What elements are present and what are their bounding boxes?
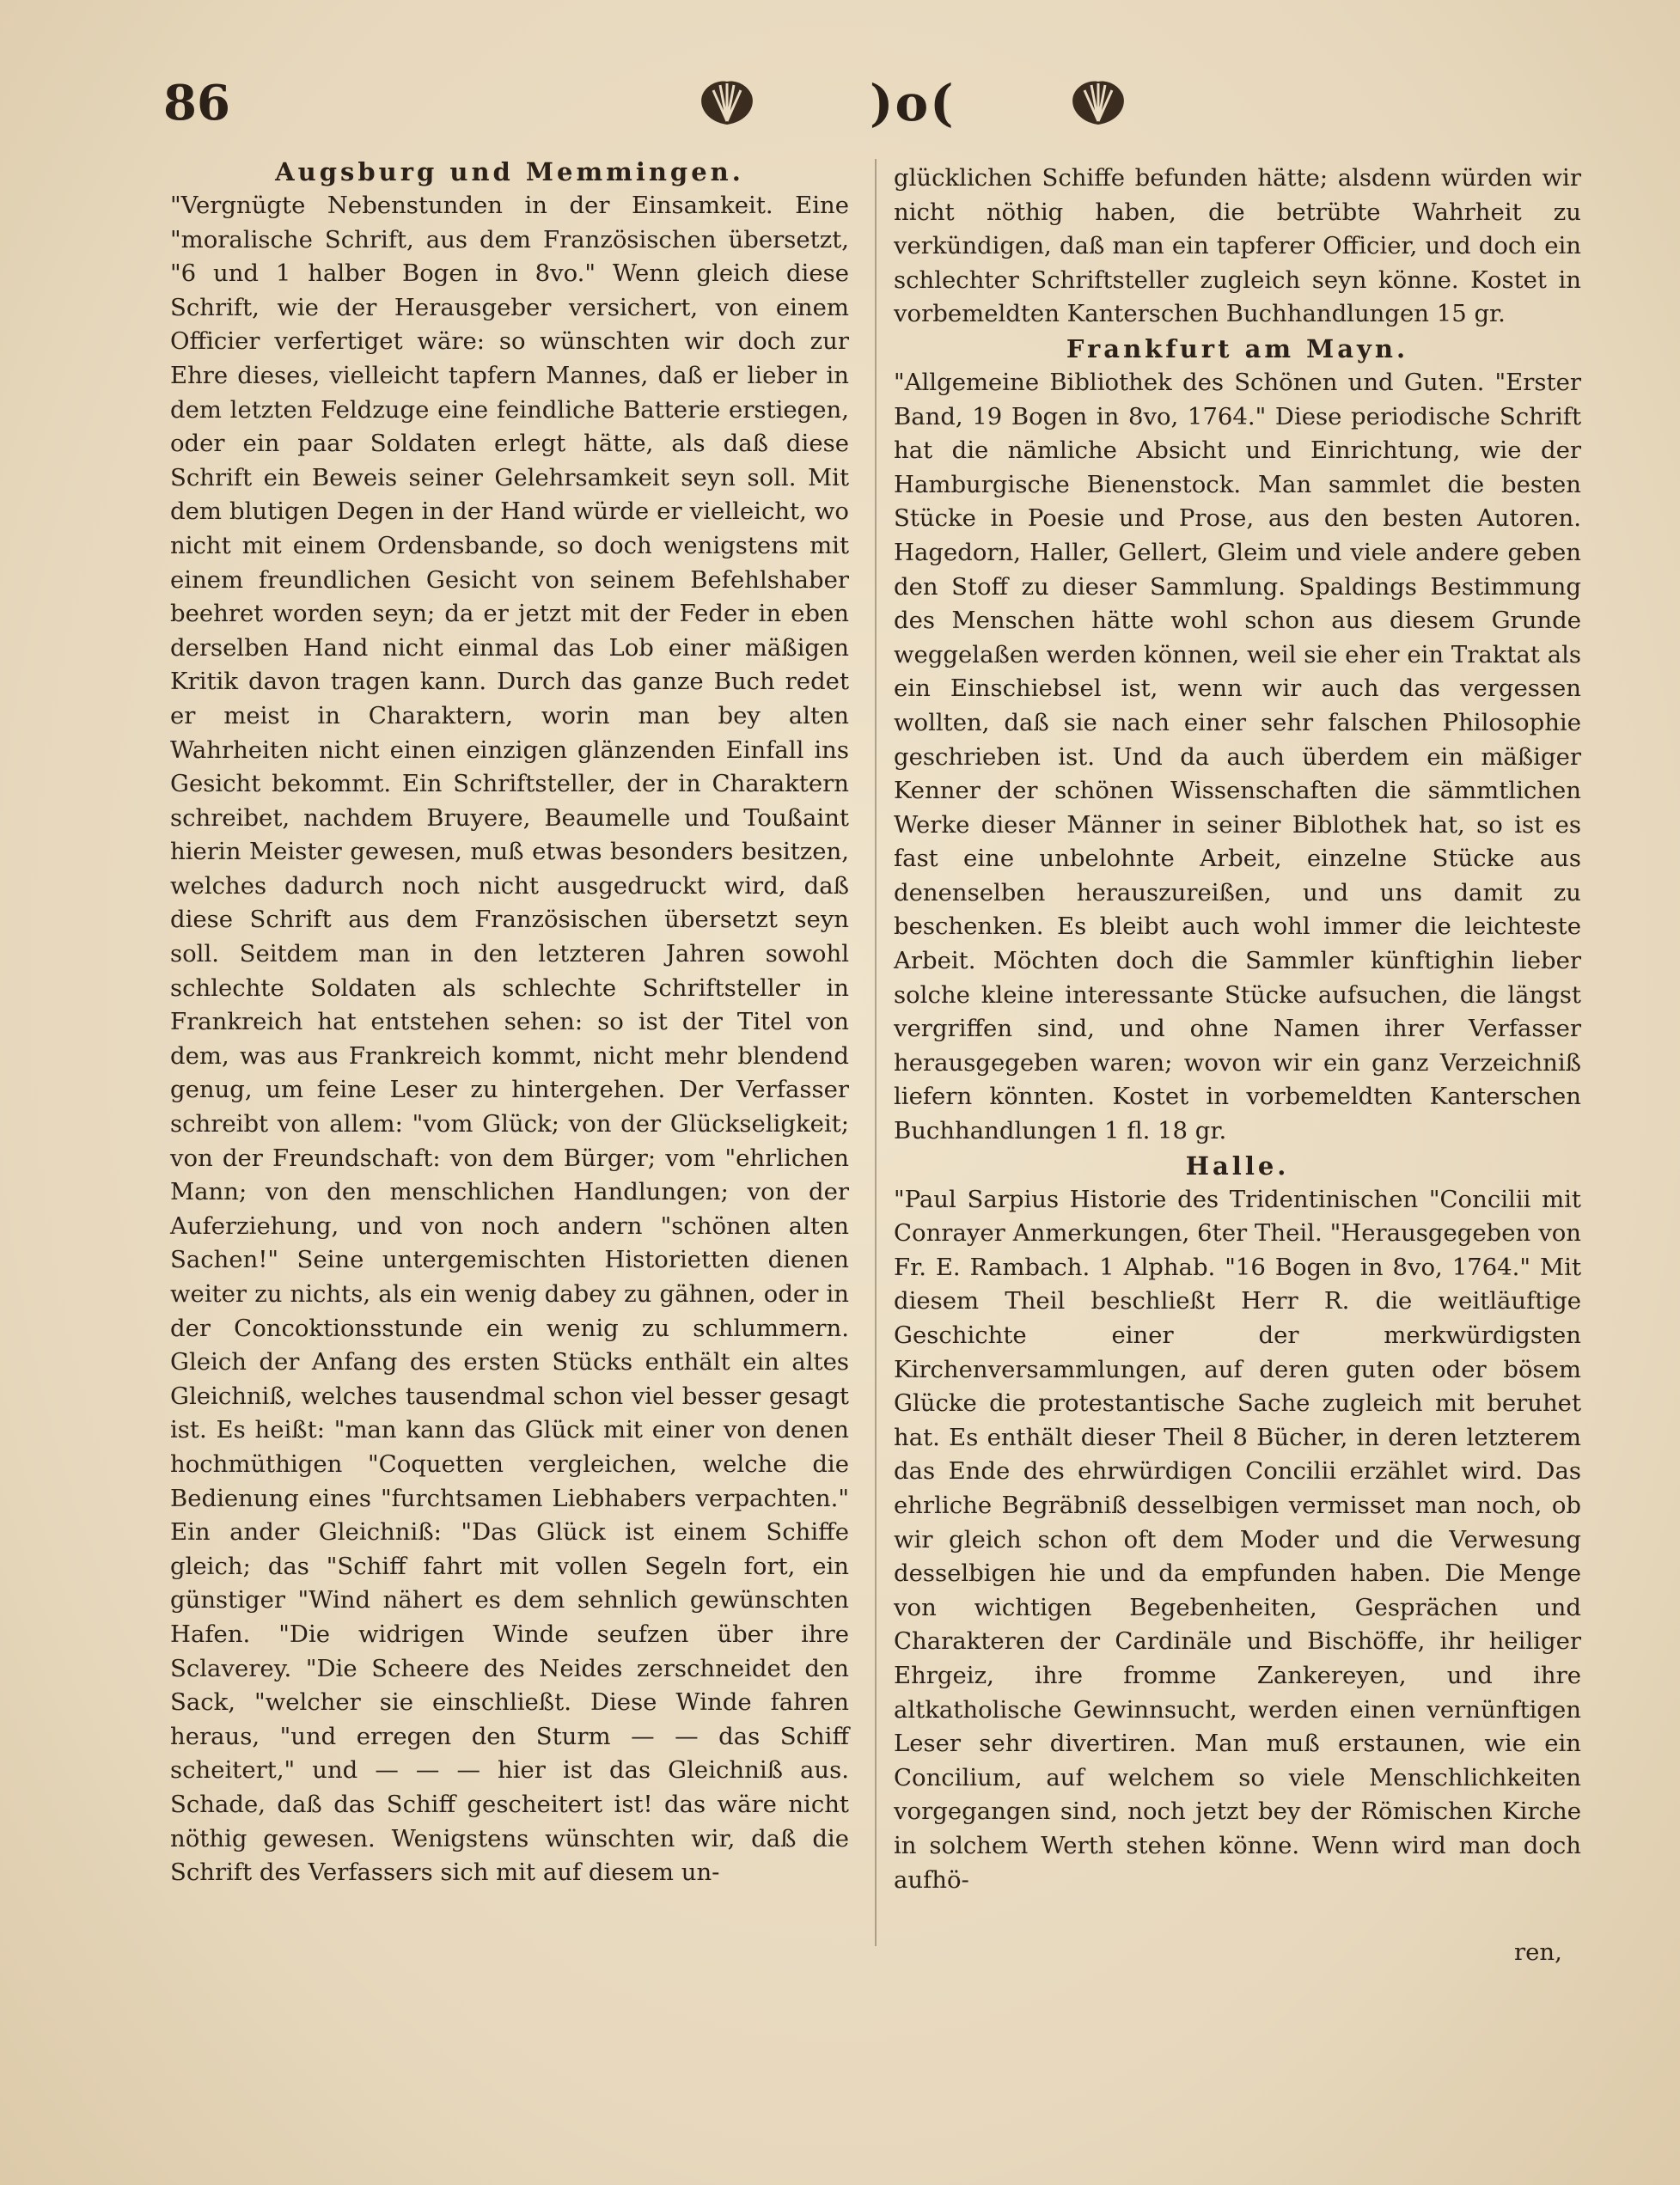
review-paragraph: "Vergnügte Nebenstunden in der Einsamkeit. Eine "moralische Schrift, aus dem Französischen übersetzt, "6 und 1 halber Bogen in 8vo." Wenn gleich diese Schrift, wie der Herausgeber versichert, von einem Officier verfertiget wäre: so wünschten wir doch zur Ehre dieses, vielleicht tapfern Mannes, daß er lieber in dem letzten Feldzuge eine feindliche Batterie erstiegen, oder ein paar Soldaten erlegt hätte, als daß diese Schrift ein Beweis seiner Gelehrsamkeit seyn soll. Mit dem blutigen Degen in der Hand würde er vielleicht, wo nicht mit einem Ordensbande, so doch wenigstens mit einem freundlichen Gesicht von seinem Befehlshaber beehret worden seyn; da er jetzt mit der Feder in eben derselben Hand nicht einmal das Lob einer mäßigen Kritik davon tragen kann. Durch das ganze Buch redet er meist in Charaktern, worin man bey alten Wahrheiten nicht einen einzigen glänzenden Einfall ins Gesicht bekommt. Ein Schriftsteller, der in Charaktern schreibet, nachdem Bruyere, Beaumelle und Toußaint hierin Meister gewesen, muß etwas besonders besitzen, welches dadurch noch nicht ausgedruckt wird, daß diese Schrift aus dem Französischen übersetzt seyn soll. Seitdem man in den letzteren Jahren sowohl schlechte Soldaten als schlechte Schriftsteller in Frankreich hat entstehen sehen: so ist der Titel von dem, was aus Frankreich kommt, nicht mehr blendend genug, um feine Leser zu hintergehen. Der Verfasser schreibt von allem: "vom Glück; von der Glückseligkeit; von der Freundschaft: von dem Bürger; vom "ehrlichen Mann; von den menschlichen Handlungen; von der Auferziehung, und von noch andern "schönen alten Sachen!" Seine untergemischten Historietten dienen weiter zu nichts, als ein wenig dabey zu gähnen, oder in der Concoktionsstunde ein wenig zu schlummern. Gleich der Anfang des ersten Stücks enthält ein altes Gleichniß, welches tausendmal schon viel besser gesagt ist. Es heißt: "man kann das Glück mit einer von denen hochmüthigen "Coquetten vergleichen, welche die Bedienung eines "furchtsamen Liebhabers verpachten." Ein ander Gleichniß: "Das Glück ist einem Schiffe gleich; das "Schiff fahrt mit vollen Segeln fort, ein günstiger "Wind nähert es dem sehnlich gewünschten Hafen. "Die widrigen Winde seufzen über ihre Sclaverey. "Die Scheere des Neides zerschneidet den Sack, "welcher sie einschließt. Diese Winde fahren heraus, "und erregen den Sturm — — das Schiff scheitert," und — — — hier ist das Gleichniß aus. Schade, daß das Schiff gescheitert ist! das wäre nicht nöthig gewesen. Wenigstens wünschten wir, daß die Schrift des Verfassers sich mit auf diesem un- bbox=[170, 192, 849, 1887]
section-heading-augsburg: Augsburg und Memmingen. bbox=[275, 157, 744, 186]
review-paragraph: "Allgemeine Bibliothek des Schönen und Guten. "Erster Band, 19 Bogen in 8vo, 1764." Diese periodische Schrift hat die nämliche Absicht und Einrichtung, wie der Hamburgische Bienenstock. Man sammlet die besten Stücke in Poesie und Prose, aus den besten Autoren. Hagedorn, Haller, Gellert, Gleim und viele andere geben den Stoff zu dieser Sammlung. Spaldings Bestimmung des Menschen hätte wohl schon aus diesem Grunde weggelaßen werden können, weil sie eher ein Traktat als ein Einschiebsel ist, wenn wir auch das vergessen wollten, daß sie nach einer sehr falschen Philosophie geschrieben ist. Und da auch überdem ein mäßiger Kenner der schönen Wissenschaften die sämmtlichen Werke dieser Männer in seiner Biblothek hat, so ist es fast eine unbelohnte Arbeit, einzelne Stücke aus denenselben herauszureißen, und uns damit zu beschenken. Es bleibt auch wohl immer die leichteste Arbeit. Möchten doch die Sammler künftighin lieber solche kleine interessante Stücke aufsuchen, die längst vergriffen sind, und ohne Namen ihrer Verfasser herausgegeben waren; wovon wir ein ganz Verzeichniß liefern könnten. Kostet in vorbemeldten Kanterschen Buchhandlungen 1 fl. 18 gr. bbox=[894, 368, 1581, 1145]
header-ornament bbox=[696, 76, 1129, 131]
header-mid-mark: )o( bbox=[870, 74, 956, 132]
left-column bbox=[170, 155, 849, 1890]
review-paragraph-continuation: glücklichen Schiffe befunden hätte; alsdenn würden wir nicht nöthig haben, die betrübte Wahrheit zu verkündigen, daß man ein tapferer Officier, und doch ein schlechter Schriftsteller zugleich seyn könne. Kostet in vorbemeldten Kanterschen Buchhandlungen 15 gr. bbox=[894, 164, 1581, 328]
shell-ornament-icon bbox=[1067, 78, 1129, 128]
shell-ornament-icon bbox=[696, 78, 758, 128]
section-heading-frankfurt: Frankfurt am Mayn. bbox=[1066, 333, 1409, 363]
column-divider bbox=[875, 159, 877, 1946]
section-heading-halle: Halle. bbox=[1185, 1150, 1290, 1181]
review-paragraph: "Paul Sarpius Historie des Tridentinischen "Concilii mit Conrayer Anmerkungen, 6ter Theil. "Herausgegeben von Fr. E. Rambach. 1 Alphab. "16 Bogen in 8vo, 1764." Mit diesem Theil beschließt Herr R. die weitläuftige Geschichte einer der merkwürdigsten Kirchenversammlungen, auf deren guten oder bösem Glücke die protestantische Sache zugleich mit beruhet hat. Es enthält dieser Theil 8 Bücher, in deren letzterem das Ende des ehrwürdigen Concilii erzählet wird. Das ehrliche Begräbniß desselbigen vermisset man noch, ob wir gleich schon oft dem Moder und die Verwesung desselbigen hie und da empfunden haben. Die Menge von wichtigen Begebenheiten, Gesprächen und Charakteren der Cardinäle und Bischöffe, ihr heiliger Ehrgeiz, ihre fromme Zankereyen, und ihre altkatholische Gewinnsucht, werden einen vernünftigen Leser sehr divertiren. Man muß erstaunen, wie ein Concilium, auf welchem so viele Menschlichkeiten vorgegangen sind, noch jetzt bey der Römischen Kirche in solchem Werth stehen könne. Wenn wird man doch aufhö- bbox=[894, 1185, 1581, 1894]
right-column bbox=[894, 162, 1581, 1897]
page-number: 86 bbox=[163, 75, 230, 131]
catchword: ren, bbox=[1514, 1938, 1562, 1966]
page-header bbox=[163, 76, 1530, 153]
